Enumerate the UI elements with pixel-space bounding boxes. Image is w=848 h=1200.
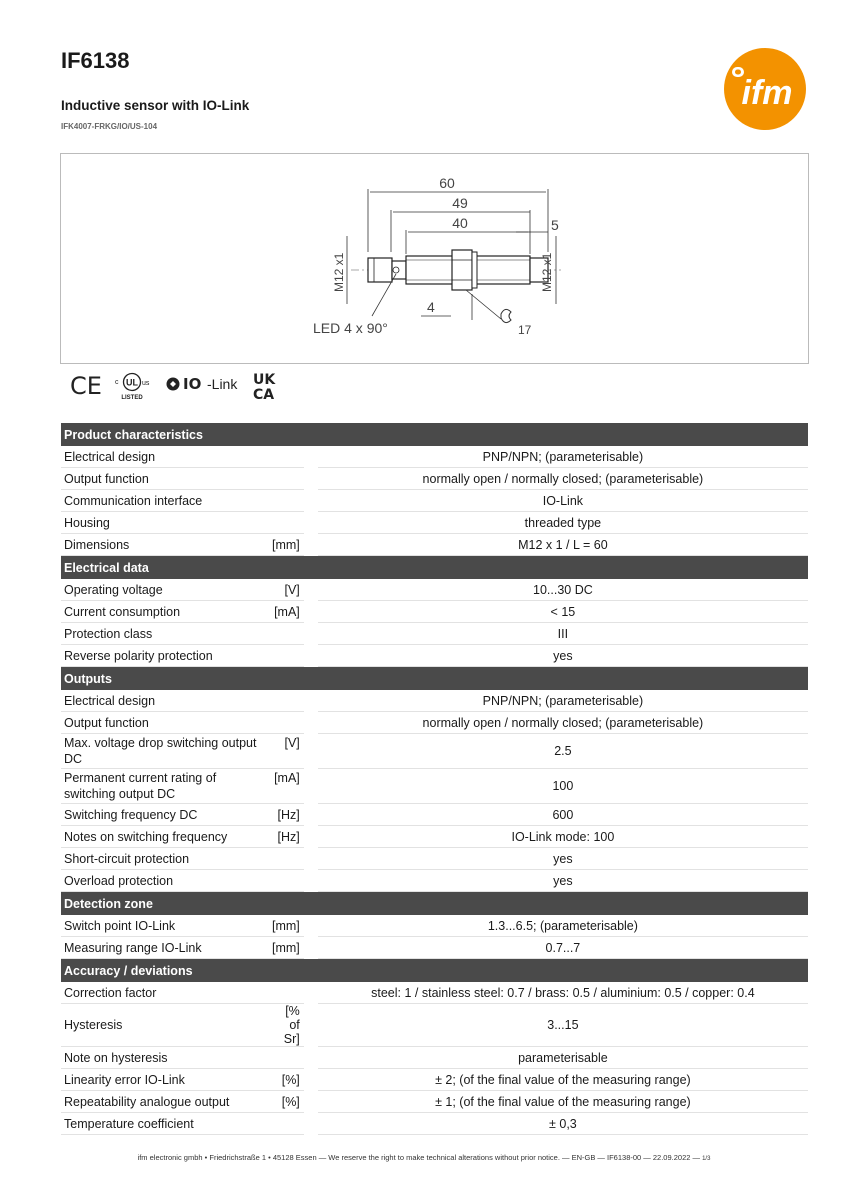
spec-unit (269, 690, 304, 712)
spec-label: Switching frequency DC (61, 804, 269, 826)
spec-gap (304, 915, 318, 937)
spec-value: IO-Link (318, 490, 808, 512)
spec-label: Switch point IO-Link (61, 915, 269, 937)
spec-label: Permanent current rating of switching output DC (61, 769, 269, 804)
spec-row (61, 512, 808, 534)
spec-row (61, 623, 808, 645)
spec-label: Electrical design (61, 690, 269, 712)
spec-gap (304, 446, 318, 468)
dimension-drawing (60, 153, 809, 364)
spec-row (61, 579, 808, 601)
spec-row (61, 982, 808, 1004)
spec-label: Dimensions (61, 534, 269, 556)
spec-unit (269, 1113, 304, 1135)
wrench-size-label: 17 (518, 323, 532, 337)
spec-gap (304, 826, 318, 848)
section-header (61, 556, 808, 579)
spec-unit (269, 512, 304, 534)
spec-unit: [V] (269, 734, 304, 769)
spec-gap (304, 512, 318, 534)
spec-unit (269, 645, 304, 667)
spec-label: Repeatability analogue output (61, 1091, 269, 1113)
spec-unit: [mm] (269, 534, 304, 556)
spec-gap (304, 690, 318, 712)
spec-unit: [mm] (269, 915, 304, 937)
spec-row (61, 601, 808, 623)
spec-value: yes (318, 645, 808, 667)
spec-gap (304, 1113, 318, 1135)
spec-value: 600 (318, 804, 808, 826)
dim-4-label: 4 (427, 299, 435, 315)
spec-gap (304, 601, 318, 623)
spec-row (61, 734, 808, 769)
svg-text:LISTED: LISTED (121, 395, 143, 401)
ifm-logo (724, 48, 806, 130)
ifm-logo-text: ifm (741, 74, 793, 112)
spec-unit (269, 712, 304, 734)
spec-gap (304, 804, 318, 826)
spec-gap (304, 579, 318, 601)
spec-gap (304, 982, 318, 1004)
spec-label: Short-circuit protection (61, 848, 269, 870)
section-title: Detection zone (61, 892, 808, 915)
spec-value: ± 0,3 (318, 1113, 808, 1135)
spec-gap (304, 1091, 318, 1113)
spec-label: Max. voltage drop switching output DC (61, 734, 269, 769)
spec-unit: [V] (269, 579, 304, 601)
spec-gap (304, 490, 318, 512)
spec-value: < 15 (318, 601, 808, 623)
spec-unit (269, 1047, 304, 1069)
section-title: Electrical data (61, 556, 808, 579)
led-label: LED 4 x 90° (313, 320, 388, 336)
spec-gap (304, 848, 318, 870)
spec-label: Correction factor (61, 982, 269, 1004)
spec-row (61, 712, 808, 734)
spec-row (61, 804, 808, 826)
page-footer (0, 1153, 848, 1162)
spec-gap (304, 534, 318, 556)
spec-unit (269, 468, 304, 490)
spec-label: Housing (61, 512, 269, 534)
svg-text:c: c (115, 379, 119, 386)
spec-label: Overload protection (61, 870, 269, 892)
section-header (61, 667, 808, 690)
spec-unit (269, 870, 304, 892)
spec-unit (269, 848, 304, 870)
spec-row (61, 870, 808, 892)
spec-value: M12 x 1 / L = 60 (318, 534, 808, 556)
spec-label: Protection class (61, 623, 269, 645)
spec-row (61, 915, 808, 937)
spec-value: 10...30 DC (318, 579, 808, 601)
spec-value: IO-Link mode: 100 (318, 826, 808, 848)
thread-left-label: M12 x1 (332, 252, 346, 292)
spec-unit: [Hz] (269, 804, 304, 826)
ce-mark-icon (70, 370, 104, 402)
spec-unit: [% of Sr] (269, 1004, 304, 1047)
section-header (61, 959, 808, 982)
spec-unit (269, 982, 304, 1004)
ul-listed-icon (114, 370, 154, 402)
spec-value: yes (318, 848, 808, 870)
spec-unit: [Hz] (269, 826, 304, 848)
spec-gap (304, 712, 318, 734)
spec-row (61, 490, 808, 512)
product-title: IF6138 (61, 48, 130, 73)
spec-unit: [mm] (269, 937, 304, 959)
certification-marks (70, 370, 300, 402)
spec-unit: [mA] (269, 769, 304, 804)
section-title: Outputs (61, 667, 808, 690)
spec-label: Notes on switching frequency (61, 826, 269, 848)
svg-text:UK: UK (253, 372, 276, 388)
spec-row (61, 645, 808, 667)
spec-label: Linearity error IO-Link (61, 1069, 269, 1091)
spec-label: Output function (61, 468, 269, 490)
spec-row (61, 848, 808, 870)
spec-row (61, 769, 808, 804)
spec-value: 100 (318, 769, 808, 804)
spec-label: Output function (61, 712, 269, 734)
spec-label: Current consumption (61, 601, 269, 623)
spec-value: III (318, 623, 808, 645)
spec-gap (304, 769, 318, 804)
svg-text:us: us (142, 380, 150, 387)
page-number: 1/3 (702, 1156, 711, 1162)
spec-value: PNP/NPN; (parameterisable) (318, 446, 808, 468)
spec-value: 1.3...6.5; (parameterisable) (318, 915, 808, 937)
spec-unit (269, 490, 304, 512)
spec-row (61, 690, 808, 712)
svg-text:CA: CA (253, 387, 275, 402)
spec-gap (304, 937, 318, 959)
spec-gap (304, 1069, 318, 1091)
spec-unit (269, 446, 304, 468)
spec-row (61, 1113, 808, 1135)
spec-value: steel: 1 / stainless steel: 0.7 / brass: 0.5 / aluminium: 0.5 / copper: 0.4 (318, 982, 808, 1004)
spec-unit: [%] (269, 1069, 304, 1091)
spec-value: ± 2; (of the final value of the measuring range) (318, 1069, 808, 1091)
spec-row (61, 1004, 808, 1047)
spec-row (61, 446, 808, 468)
spec-row (61, 534, 808, 556)
spec-label: Operating voltage (61, 579, 269, 601)
spec-value: normally open / normally closed; (parameterisable) (318, 468, 808, 490)
spec-unit (269, 623, 304, 645)
spec-gap (304, 645, 318, 667)
product-subtitle: Inductive sensor with IO-Link (61, 98, 250, 113)
svg-text:UL: UL (126, 377, 138, 388)
spec-value: ± 1; (of the final value of the measuring range) (318, 1091, 808, 1113)
spec-label: Hysteresis (61, 1004, 269, 1047)
thread-right-label: M12 x1 (540, 252, 554, 292)
spec-value: parameterisable (318, 1047, 808, 1069)
dim-60-label: 60 (439, 175, 455, 191)
spec-gap (304, 468, 318, 490)
specification-table (61, 423, 808, 1135)
svg-text:-Link: -Link (207, 376, 238, 392)
spec-label: Reverse polarity protection (61, 645, 269, 667)
ukca-mark-icon (252, 370, 284, 402)
spec-value: normally open / normally closed; (parameterisable) (318, 712, 808, 734)
spec-label: Measuring range IO-Link (61, 937, 269, 959)
spec-value: threaded type (318, 512, 808, 534)
spec-gap (304, 1004, 318, 1047)
section-title: Accuracy / deviations (61, 959, 808, 982)
spec-value: 3...15 (318, 1004, 808, 1047)
svg-text:IO: IO (183, 375, 202, 393)
spec-row (61, 1069, 808, 1091)
dim-49-label: 49 (452, 195, 468, 211)
ce-mark-text: CE (70, 372, 102, 400)
spec-value: PNP/NPN; (parameterisable) (318, 690, 808, 712)
section-header (61, 423, 808, 446)
spec-gap (304, 1047, 318, 1069)
spec-row (61, 468, 808, 490)
footer-text: ifm electronic gmbh • Friedrichstraße 1 • 45128 Essen — We reserve the right to make technical alterations without prior notice. — EN-GB — IF6138-00 — 22.09.2022 — (137, 1153, 703, 1162)
spec-unit: [mA] (269, 601, 304, 623)
spec-row (61, 1091, 808, 1113)
spec-label: Note on hysteresis (61, 1047, 269, 1069)
dim-40-label: 40 (452, 215, 468, 231)
spec-label: Electrical design (61, 446, 269, 468)
spec-value: yes (318, 870, 808, 892)
spec-unit: [%] (269, 1091, 304, 1113)
spec-row (61, 1047, 808, 1069)
dim-5-label: 5 (551, 217, 559, 233)
spec-value: 2.5 (318, 734, 808, 769)
spec-label: Communication interface (61, 490, 269, 512)
section-header (61, 892, 808, 915)
io-link-logo-icon (166, 372, 240, 400)
spec-gap (304, 734, 318, 769)
spec-row (61, 937, 808, 959)
section-title: Product characteristics (61, 423, 808, 446)
spec-value: 0.7...7 (318, 937, 808, 959)
part-code: IFK4007-FRKG/IO/US-104 (61, 122, 158, 131)
spec-row (61, 826, 808, 848)
spec-label: Temperature coefficient (61, 1113, 269, 1135)
spec-gap (304, 870, 318, 892)
spec-gap (304, 623, 318, 645)
